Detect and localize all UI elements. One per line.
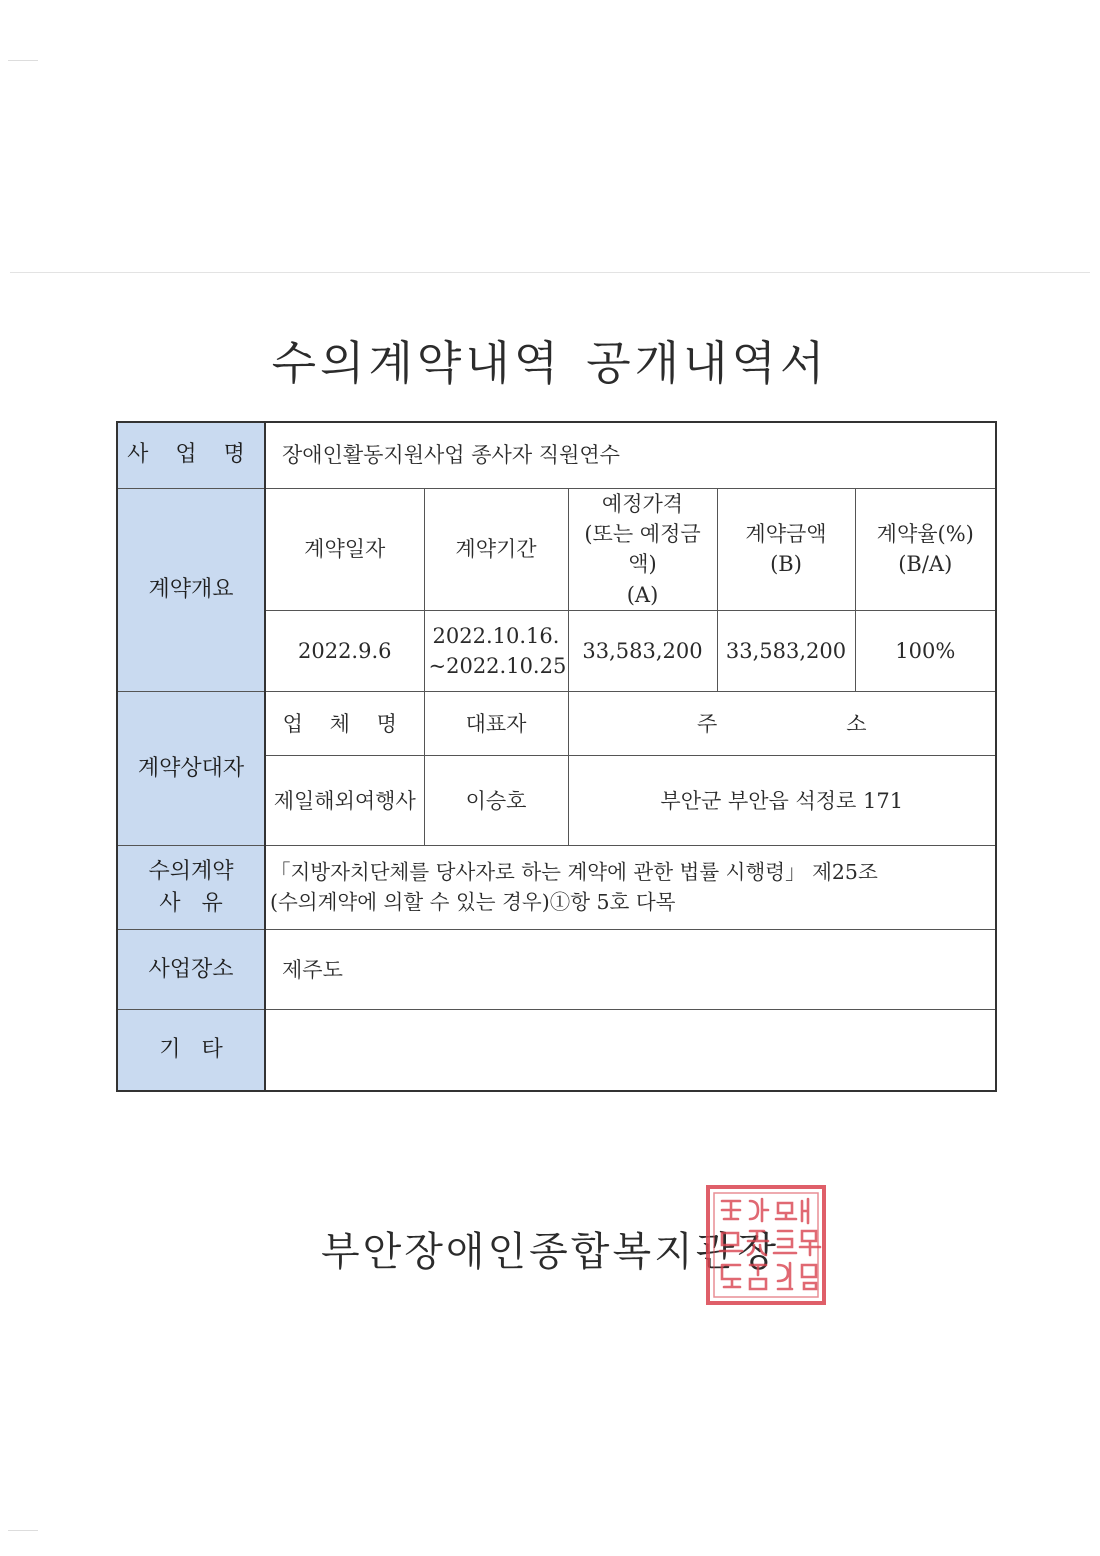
location-value: 제주도 (265, 930, 996, 1010)
contract-rate: 100% (855, 611, 996, 692)
company-name: 제일해외여행사 (265, 756, 424, 846)
etc-value (265, 1010, 996, 1091)
overview-label: 계약개요 (117, 488, 265, 692)
location-label: 사업장소 (117, 930, 265, 1010)
contract-disclosure-table (116, 421, 997, 1092)
reason-value (265, 846, 996, 930)
counterparty-label: 계약상대자 (117, 692, 265, 846)
etc-label: 기 타 (117, 1010, 265, 1091)
project-label: 사 업 명 (117, 422, 265, 488)
contract-amount: 33,583,200 (717, 611, 855, 692)
header-estimated-price-line2: (또는 예정금액) (584, 521, 701, 577)
project-row (117, 422, 996, 488)
header-company-name: 업 체 명 (265, 692, 424, 756)
header-estimated-price-line1: 예정가격 (601, 491, 684, 516)
document-title (0, 327, 1100, 393)
header-contract-amount-line2: (B) (770, 552, 802, 577)
header-representative: 대표자 (424, 692, 568, 756)
etc-row (117, 1010, 996, 1091)
contract-period-start: 2022.10.16. (432, 623, 560, 648)
counterparty-header-row (117, 692, 996, 756)
header-contract-rate-line1: 계약율(%) (876, 521, 974, 546)
reason-label (117, 846, 265, 930)
header-address-char-2: 소 (846, 711, 867, 736)
organization-name: 부안장애인종합복지관장 (320, 1229, 780, 1275)
header-estimated-price (568, 488, 717, 611)
header-estimated-price-line3: (A) (626, 582, 659, 607)
overview-header-row (117, 488, 996, 611)
header-address (568, 692, 996, 756)
reason-row (117, 846, 996, 930)
reason-label-line2: 사 유 (159, 890, 223, 916)
header-address-char-1: 주 (696, 711, 718, 736)
reason-line1: 「지방자치단체를 당사자로 하는 계약에 관한 법률 시행령」 제25조 (270, 860, 878, 885)
document-title-part-2: 공개내역서 (586, 335, 829, 390)
official-seal (704, 1183, 828, 1307)
reason-label-line1: 수의계약 (148, 858, 234, 884)
scan-artifact (8, 60, 38, 61)
scan-fold-line (10, 272, 1090, 273)
reason-line2: (수의계약에 의할 수 있는 경우)①항 5호 다목 (270, 889, 676, 914)
representative-name: 이승호 (424, 756, 568, 846)
header-contract-amount-line1: 계약금액 (745, 521, 827, 546)
header-contract-rate (855, 488, 996, 611)
company-address: 부안군 부안읍 석정로 171 (568, 756, 996, 846)
header-contract-period: 계약기간 (424, 488, 568, 611)
project-value: 장애인활동지원사업 종사자 직원연수 (265, 422, 996, 488)
contract-period (424, 611, 568, 692)
scan-artifact (8, 1530, 38, 1531)
header-contract-amount (717, 488, 855, 611)
contract-period-end: ~2022.10.25 (428, 654, 567, 679)
document-title-part-1: 수의계약내역 (271, 335, 563, 390)
contract-date: 2022.9.6 (265, 611, 424, 692)
header-contract-date: 계약일자 (265, 488, 424, 611)
header-contract-rate-line2: (B/A) (898, 552, 953, 577)
estimated-price: 33,583,200 (568, 611, 717, 692)
location-row (117, 930, 996, 1010)
